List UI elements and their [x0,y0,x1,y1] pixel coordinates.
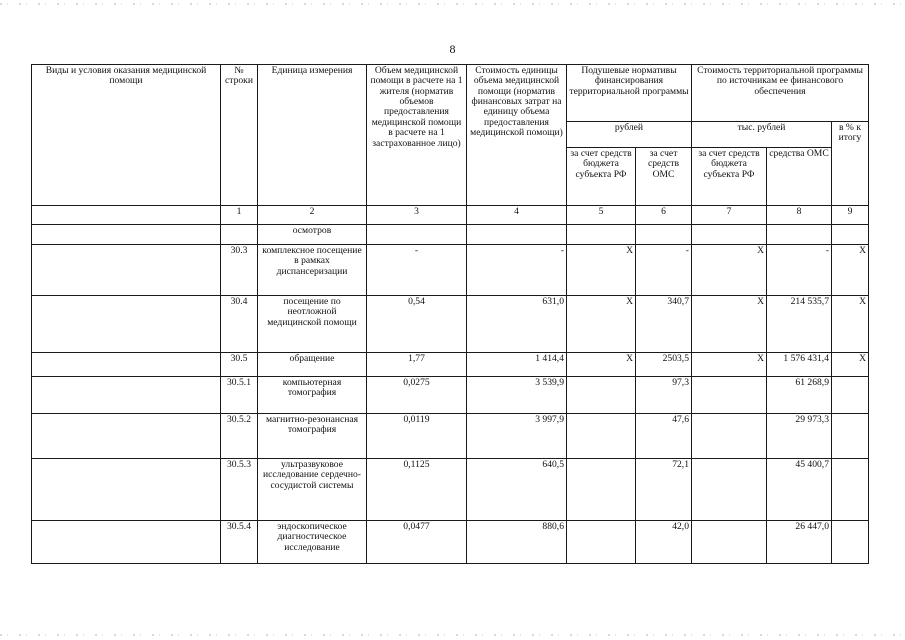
column-number: 2 [258,206,367,225]
cell-volume: 0,0477 [367,521,467,564]
cell-pc-budget [567,377,636,414]
cell-pc-budget [567,414,636,459]
cell-unit: ультразвуковое исследование сердечно-сосудистой системы [258,459,367,521]
cell-cost: 880,6 [467,521,567,564]
cell-cost [467,225,567,245]
medical-care-table [31,64,869,564]
table-row [32,225,869,245]
cell-pc-oms: 47,6 [636,414,692,459]
cell-type [32,245,221,296]
cell-volume: 0,1125 [367,459,467,521]
cell-tp-oms: 61 268,9 [767,377,832,414]
cell-tp-oms: 214 535,7 [767,296,832,353]
header-volume: Объем медицинской помощи в расчете на 1 жителя (норматив объемов предоставления медицинской помощи в расчете на 1 застрахованное лицо) [367,65,467,206]
column-number: 8 [767,206,832,225]
cell-tp-oms: 45 400,7 [767,459,832,521]
cell-row-number: 30.5.1 [221,377,258,414]
cell-volume: 1,77 [367,353,467,377]
cell-unit: эндоскопическое диагностическое исследование [258,521,367,564]
cell-row-number: 30.4 [221,296,258,353]
cell-volume: 0,0275 [367,377,467,414]
cell-percent [832,521,869,564]
header-program-cost: Стоимость территориальной программы по источникам ее финансового обеспечения [692,65,869,122]
cell-pc-budget: X [567,353,636,377]
cell-row-number: 30.5.2 [221,414,258,459]
cell-pc-budget [567,225,636,245]
cell-percent [832,414,869,459]
cell-pc-budget [567,521,636,564]
cell-pc-oms: - [636,245,692,296]
cell-unit: компьютерная томография [258,377,367,414]
cell-cost: 631,0 [467,296,567,353]
column-number: 5 [567,206,636,225]
cell-type [32,414,221,459]
cell-type [32,353,221,377]
header-type: Виды и условия оказания медицинской помощи [32,65,221,206]
cell-tp-budget: X [692,296,767,353]
cell-percent [832,377,869,414]
cell-type [32,296,221,353]
header-percent-total: в % к итогу [832,122,869,206]
cell-pc-budget: X [567,245,636,296]
cell-pc-oms: 97,3 [636,377,692,414]
cell-percent: X [832,296,869,353]
column-number: 4 [467,206,567,225]
cell-pc-budget [567,459,636,521]
table-row [32,414,869,459]
cell-cost: 3 997,9 [467,414,567,459]
header-rubles: рублей [567,122,692,148]
header-unit: Единица измерения [258,65,367,206]
column-number: 1 [221,206,258,225]
cell-tp-oms: 1 576 431,4 [767,353,832,377]
cell-percent [832,225,869,245]
cell-tp-oms: 29 973,3 [767,414,832,459]
cell-pc-oms [636,225,692,245]
page-number: 8 [449,42,456,56]
column-number: 6 [636,206,692,225]
cell-type [32,521,221,564]
header-thousand-rubles: тыс. рублей [692,122,832,148]
cell-volume [367,225,467,245]
cell-tp-budget [692,377,767,414]
table-row [32,459,869,521]
cell-cost: 640,5 [467,459,567,521]
cell-unit: осмотров [258,225,367,245]
cell-tp-oms: - [767,245,832,296]
cell-percent: X [832,353,869,377]
cell-pc-budget: X [567,296,636,353]
cell-unit: обращение [258,353,367,377]
cell-pc-oms: 42,0 [636,521,692,564]
scan-noise-bottom [0,634,905,636]
column-number: 3 [367,206,467,225]
cell-pc-oms: 72,1 [636,459,692,521]
cell-row-number: 30.5.3 [221,459,258,521]
cell-volume: 0,54 [367,296,467,353]
table-row [32,377,869,414]
header-pc-budget: за счет средств бюджета субъекта РФ [567,148,636,206]
cell-row-number: 30.5 [221,353,258,377]
header-tp-budget: за счет средств бюджета субъекта РФ [692,148,767,206]
cell-row-number: 30.3 [221,245,258,296]
cell-tp-oms [767,225,832,245]
cell-cost: - [467,245,567,296]
table-row [32,245,869,296]
cell-tp-budget: X [692,353,767,377]
table-row [32,521,869,564]
column-number: 9 [832,206,869,225]
cell-cost: 3 539,9 [467,377,567,414]
cell-tp-oms: 26 447,0 [767,521,832,564]
cell-row-number: 30.5.4 [221,521,258,564]
header-tp-oms: средства ОМС [767,148,832,206]
cell-tp-budget: X [692,245,767,296]
column-number: 7 [692,206,767,225]
cell-type [32,225,221,245]
header-per-capita: Подушевые нормативы финансирования территориальной программы [567,65,692,122]
cell-type [32,377,221,414]
header-cost: Стоимость единицы объема медицинской помощи (норматив финансовых затрат на единицу объема предоставления медицинской помощи) [467,65,567,206]
cell-volume: 0,0119 [367,414,467,459]
cell-pc-oms: 340,7 [636,296,692,353]
header-pc-oms: за счет средств ОМС [636,148,692,206]
cell-tp-budget [692,459,767,521]
cell-tp-budget [692,521,767,564]
header-row-number: № строки [221,65,258,206]
column-number-row [32,206,869,225]
cell-pc-oms: 2503,5 [636,353,692,377]
cell-volume: - [367,245,467,296]
scan-noise-top [0,3,905,5]
cell-percent: X [832,245,869,296]
cell-percent [832,459,869,521]
table-row [32,296,869,353]
cell-unit: комплексное посещение в рамках диспансеризации [258,245,367,296]
cell-cost: 1 414,4 [467,353,567,377]
cell-unit: магнитно-резонансная томография [258,414,367,459]
cell-row-number [221,225,258,245]
cell-tp-budget [692,225,767,245]
column-number [32,206,221,225]
table-row [32,353,869,377]
cell-unit: посещение по неотложной медицинской помощи [258,296,367,353]
cell-tp-budget [692,414,767,459]
cell-type [32,459,221,521]
